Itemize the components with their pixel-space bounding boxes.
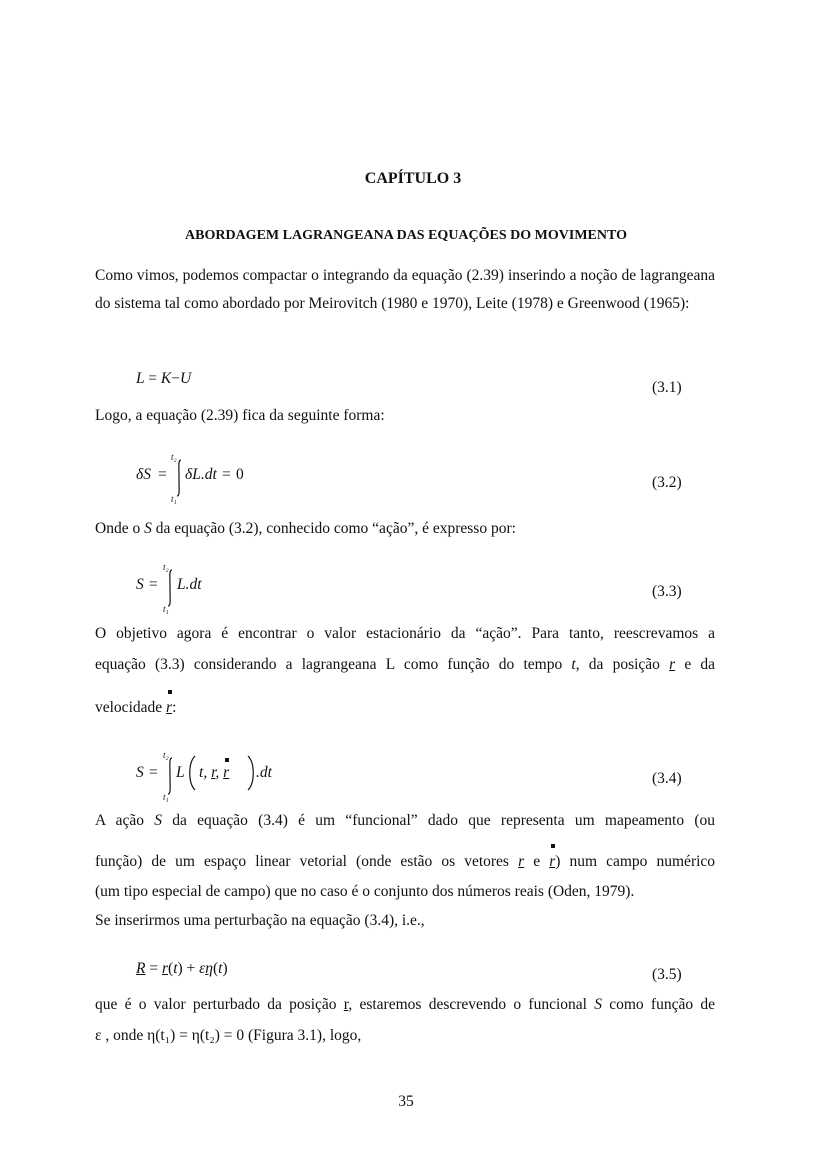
right-paren <box>246 755 256 791</box>
paragraph-funcional-line-2: função) de um espaço linear vetorial (onde estão os vetores r e r ) num campo numérico <box>95 853 715 871</box>
equation-number-3-1: (3.1) <box>652 379 682 396</box>
integral-sign <box>165 756 175 796</box>
paragraph-funcional-line-4: Se inserirmos uma perturbação na equação (3.4), i.e., <box>95 912 425 929</box>
equation-number-3-5: (3.5) <box>652 966 682 983</box>
time-derivative-dot <box>551 844 555 848</box>
equation-number-3-2: (3.2) <box>652 474 682 491</box>
paragraph-logo: Logo, a equação (2.39) fica da seguinte forma: <box>95 407 385 424</box>
integral-sign <box>174 458 184 498</box>
equation-3-5: R = r(t) + εη(t) <box>136 960 228 977</box>
page-number: 35 <box>398 1093 414 1110</box>
integral-sign <box>165 568 175 608</box>
paragraph-acao: Onde o S da equação (3.2), conhecido como “ação”, é expresso por: <box>95 520 516 537</box>
paragraph-perturbado-line-1: que é o valor perturbado da posição r, estaremos descrevendo o funcional S como função de <box>95 996 715 1013</box>
paragraph-perturbado-line-2: ε , onde η(t₁) = η(t₂) = 0 (Figura 3.1), logo, <box>95 1027 362 1044</box>
chapter-heading: CAPÍTULO 3 <box>364 170 462 187</box>
paragraph-objetivo-line-1: O objetivo agora é encontrar o valor estacionário da “ação”. Para tanto, reescrevamos a <box>95 625 715 642</box>
paragraph-intro: Como vimos, podemos compactar o integrando da equação (2.39) inserindo a noção de lagrangeana do sistema tal como abordado por Meirovitch (1980 e 1970), Leite (1978) e Greenwood (1965): <box>95 267 715 312</box>
paragraph-funcional-line-3: (um tipo especial de campo) que no caso é o conjunto dos números reais (Oden, 1979). <box>95 883 635 900</box>
equation-3-2: δS = t₂ t₁ δL.dt = 0 <box>136 452 244 504</box>
paragraph-objetivo-line-3: velocidade r : <box>95 699 176 717</box>
time-derivative-dot <box>168 690 172 694</box>
section-heading: ABORDAGEM LAGRANGEANA DAS EQUAÇÕES DO MOVIMENTO <box>185 228 627 243</box>
equation-number-3-3: (3.3) <box>652 583 682 600</box>
paragraph-objetivo-line-2: equação (3.3) considerando a lagrangeana L como função do tempo t, da posição r e da <box>95 656 716 673</box>
left-paren <box>187 755 197 791</box>
time-derivative-dot <box>225 758 229 762</box>
equation-3-1: L = K−U <box>136 370 192 387</box>
paragraph-funcional-line-1: A ação S da equação (3.4) é um “funcional” dado que representa um mapeamento (ou <box>95 812 716 829</box>
equation-number-3-4: (3.4) <box>652 770 682 787</box>
equation-3-4: S = t₂ t₁ L t, r, r .dt <box>136 750 272 802</box>
equation-3-3: S = t₂ t₁ L.dt <box>136 562 202 614</box>
